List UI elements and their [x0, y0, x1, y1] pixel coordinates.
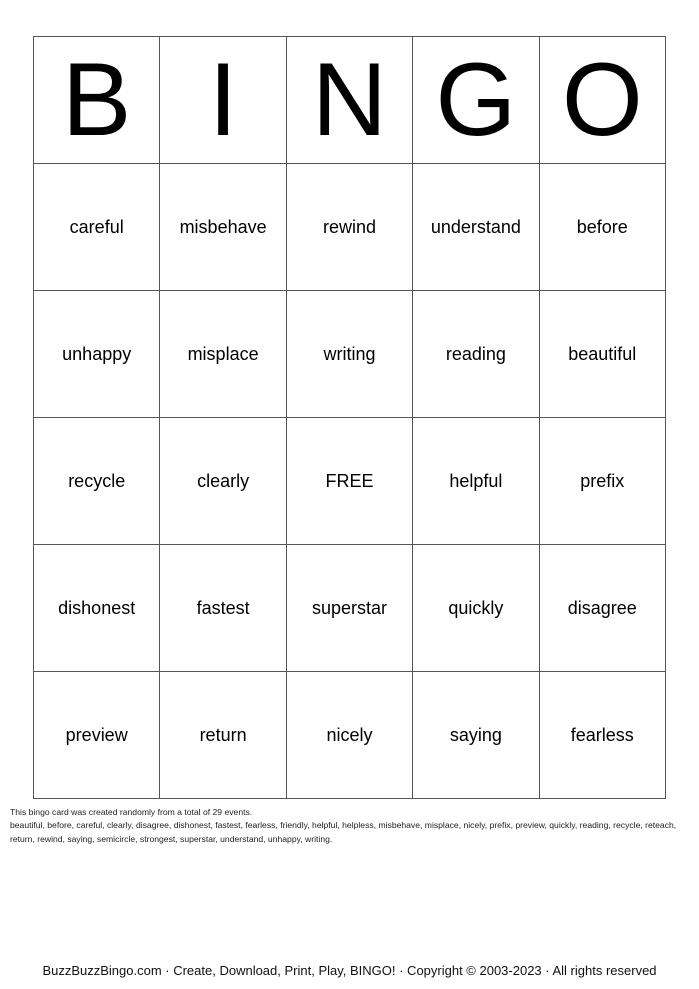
bingo-cell: [34, 545, 160, 672]
footer-copyright: BuzzBuzzBingo.com · Create, Download, Print, Play, BINGO! · Copyright © 2003-2023 · All rights reserved: [42, 963, 657, 978]
cell-word: preview: [65, 724, 128, 745]
cell-word: before: [576, 216, 628, 237]
bingo-cell: [160, 672, 286, 799]
cell-word: beautiful: [568, 343, 637, 364]
header-letter-o: O: [539, 37, 665, 164]
header-letter-i: I: [160, 37, 286, 164]
cell-word: superstar: [311, 597, 387, 618]
cell-word: rewind: [322, 216, 376, 237]
bingo-row: [34, 164, 666, 291]
cell-word: writing: [323, 343, 376, 364]
cell-word: saying: [449, 724, 502, 745]
cell-word: clearly: [197, 470, 250, 491]
cell-word: prefix: [580, 470, 625, 491]
bingo-card: [33, 36, 666, 799]
bingo-row: [34, 418, 666, 545]
cell-word: misplace: [187, 343, 259, 364]
bingo-cell: [539, 672, 665, 799]
cell-word: return: [199, 724, 247, 745]
cell-word: quickly: [448, 597, 504, 618]
bingo-row: [34, 545, 666, 672]
header-letter-n: N: [286, 37, 412, 164]
bingo-cell: [34, 418, 160, 545]
free-space-label: FREE: [325, 470, 374, 491]
bingo-cell: [34, 672, 160, 799]
cell-word: misbehave: [179, 216, 267, 237]
cell-word: careful: [69, 216, 124, 237]
bingo-cell: [539, 545, 665, 672]
bingo-cell: [413, 164, 539, 291]
cell-word: nicely: [326, 724, 373, 745]
cell-word: recycle: [68, 470, 126, 491]
header-letter-b: B: [34, 37, 160, 164]
cell-word: reading: [445, 343, 506, 364]
cell-word: helpful: [449, 470, 503, 491]
bingo-cell: [413, 291, 539, 418]
events-list: beautiful, before, careful, clearly, disagree, dishonest, fastest, fearless, friendly, helpful, helpless, misbehave, misplace, nicely, prefix, preview, quickly, reading, recycle, reteach, return, rewind, saying, semicircle, strongest, superstar, understand, unhappy, writing.: [10, 820, 677, 844]
bingo-cell: [160, 418, 286, 545]
bingo-cell: [160, 291, 286, 418]
bingo-cell: [160, 164, 286, 291]
bingo-cell: [286, 291, 412, 418]
bingo-cell: [539, 418, 665, 545]
bingo-cell: [34, 164, 160, 291]
bingo-cell: [539, 164, 665, 291]
cell-word: unhappy: [62, 343, 132, 364]
bingo-cell: [413, 545, 539, 672]
bingo-row: [34, 291, 666, 418]
bingo-cell: [286, 164, 412, 291]
cell-word: disagree: [567, 597, 637, 618]
bingo-header-row: [34, 37, 666, 164]
cell-word: fearless: [570, 724, 634, 745]
cell-word: fastest: [196, 597, 250, 618]
bingo-cell: [34, 291, 160, 418]
bingo-cell: [413, 672, 539, 799]
bingo-cell: [160, 545, 286, 672]
cell-word: dishonest: [58, 597, 136, 618]
cell-word: understand: [430, 216, 521, 237]
bingo-cell: [539, 291, 665, 418]
card-summary: This bingo card was created randomly from a total of 29 events.: [10, 807, 253, 817]
bingo-cell: [413, 418, 539, 545]
bingo-cell: [286, 545, 412, 672]
card-info: [10, 806, 690, 846]
free-space-cell: [286, 418, 412, 545]
bingo-cell: [286, 672, 412, 799]
bingo-row: [34, 672, 666, 799]
header-letter-g: G: [413, 37, 539, 164]
